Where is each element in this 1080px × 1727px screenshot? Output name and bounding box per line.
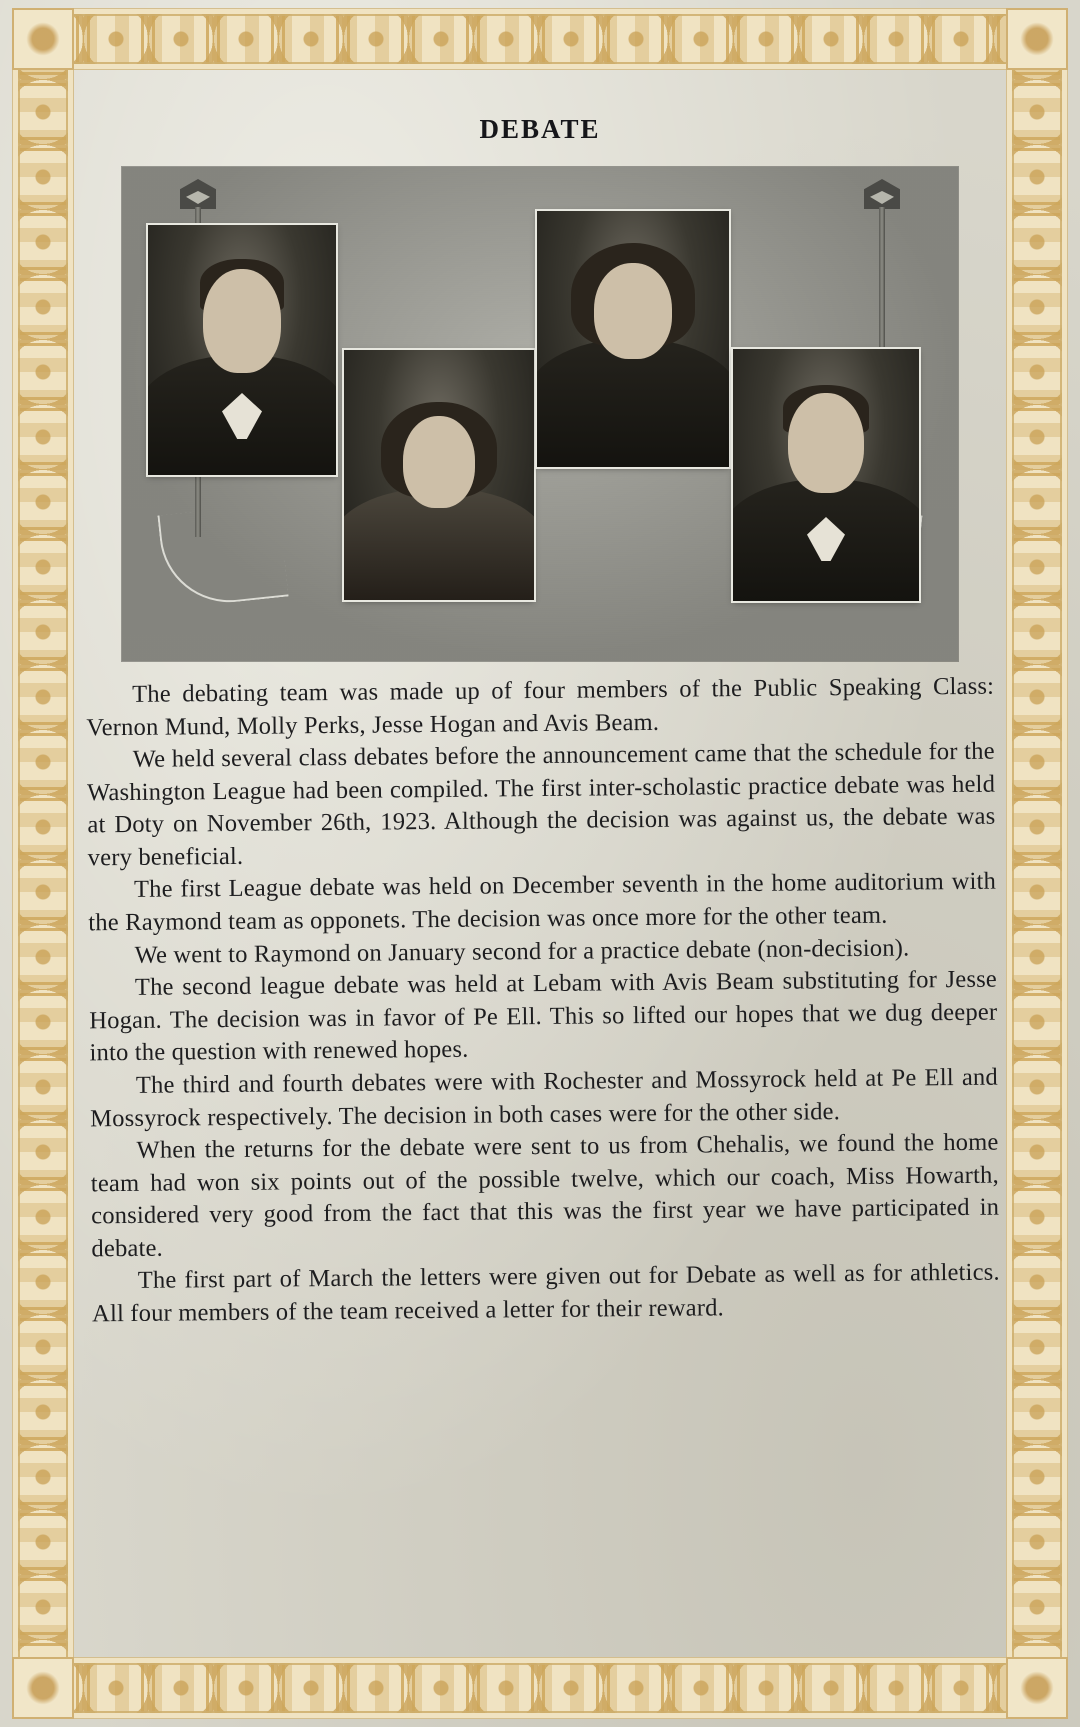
article-body <box>86 671 1000 1331</box>
article-paragraph: The second league debate was held at Lebam with Avis Beam substituting for Jesse Hogan. The decision was in favor of Pe Ell. This so lifted our hopes that we dug deeper into the question with renewed hopes. <box>89 965 998 1067</box>
page-content <box>86 78 1000 1649</box>
portrait-vernon-mund <box>148 225 336 475</box>
article-paragraph: We went to Raymond on January second for a practice debate (non-decision). <box>134 934 910 969</box>
debate-team-photo-plate <box>122 167 958 661</box>
portrait-jesse-hogan <box>537 211 729 467</box>
article-paragraph: The debating team was made up of four members of the Public Speaking Class: Vernon Mund, Molly Perks, Jesse Hogan and Avis Beam. <box>86 672 995 741</box>
border-band-top <box>12 8 1068 70</box>
border-corner-top-left <box>12 8 74 70</box>
portrait-avis-beam <box>733 349 919 601</box>
border-band-bottom <box>12 1657 1068 1719</box>
border-corner-top-right <box>1006 8 1068 70</box>
page-title: DEBATE <box>479 114 601 144</box>
border-band-left <box>12 8 74 1719</box>
portrait-molly-perks <box>344 350 534 600</box>
border-corner-bottom-right <box>1006 1657 1068 1719</box>
article-paragraph: The first part of March the letters were given out for Debate as well as for athletics. All four members of the team received a letter for their reward. <box>91 1259 1000 1328</box>
border-corner-bottom-left <box>12 1657 74 1719</box>
border-band-right <box>1006 8 1068 1719</box>
article-paragraph: The third and fourth debates were with Rochester and Mossyrock held at Pe Ell and Mossyrock respectively. The decision in both cases were for the other side. <box>90 1063 999 1132</box>
article-paragraph: When the returns for the debate were sent to us from Chehalis, we found the home team had won six points out of the possible twelve, which our coach, Miss Howarth, considered very good from the fact that this was the first year we have participated in debate. <box>90 1128 1000 1263</box>
article-paragraph: We held several class debates before the announcement came that the schedule for the Washington League had been compiled. The first inter-scholastic practice debate was held at Doty on November 26th, 1923. Although the decision was against us, the debate was very beneficial. <box>86 737 996 872</box>
article-paragraph: The first League debate was held on December seventh in the home auditorium with the Raymond team as opponets. The decision was once more for the other team. <box>88 868 997 937</box>
